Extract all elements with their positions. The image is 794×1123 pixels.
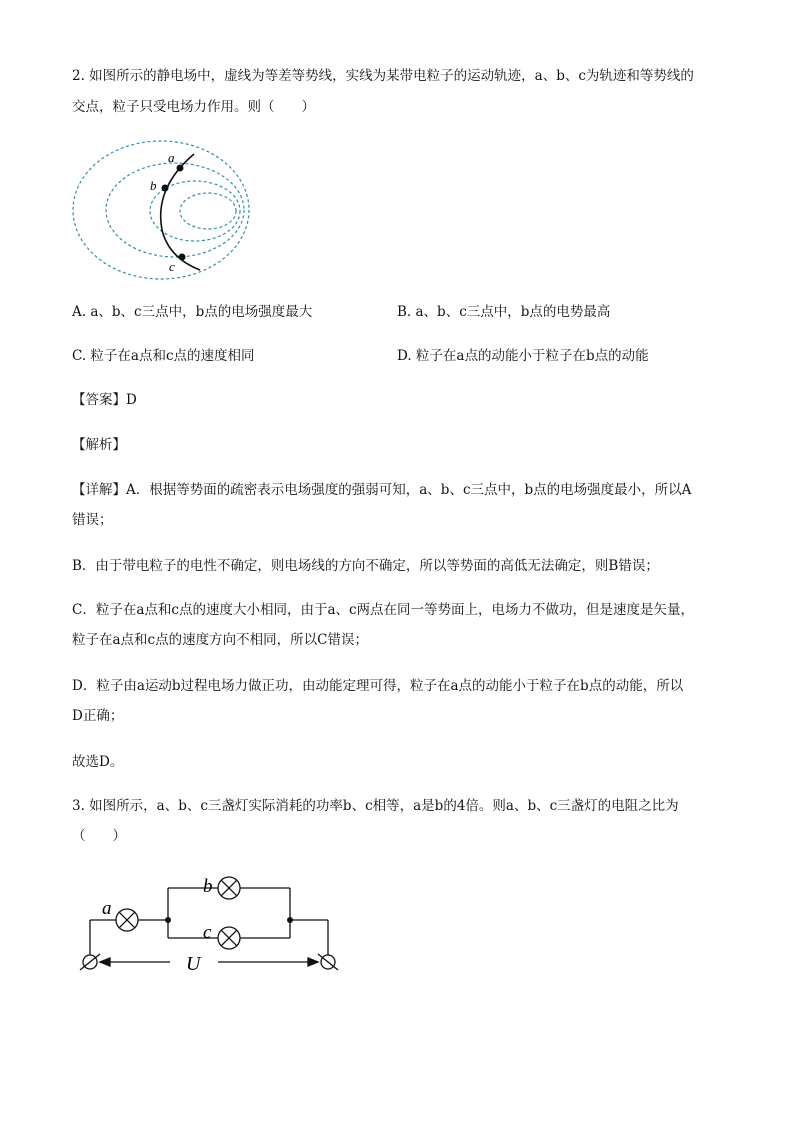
circuit-label-u: U	[186, 953, 201, 975]
point-c	[179, 254, 186, 261]
q2-detail-c-line1: C．粒子在a点和c点的速度大小相同，由于a、c两点在同一等势面上，电场力不做功，但是速度是矢量，	[72, 602, 695, 618]
q2-stem-line2: 交点，粒子只受电场力作用。则（ ）	[72, 99, 315, 115]
label-c: c	[169, 259, 175, 274]
equipotential-2	[106, 163, 244, 257]
q2-conclusion: 故选D。	[72, 754, 124, 770]
label-b: b	[150, 178, 157, 193]
q2-answer: 【答案】D	[72, 392, 137, 408]
q2-detail-d-line1: D．粒子由a运动b过程电场力做正功，由动能定理可得，粒子在a点的动能小于粒子在b点的动能，所以	[72, 678, 684, 694]
lamp-a	[116, 909, 138, 931]
q2-option-c: C. 粒子在a点和c点的速度相同	[72, 348, 255, 364]
q3-stem-line2: （ ）	[72, 828, 126, 844]
circuit-label-c: c	[203, 922, 212, 943]
equipotential-4	[180, 193, 236, 229]
q2-option-a: A. a、b、c三点中，b点的电场强度最大	[72, 304, 313, 320]
circuit-label-b: b	[203, 876, 213, 897]
junction-right	[287, 917, 293, 923]
lamp-b	[218, 877, 240, 899]
q3-circuit	[72, 870, 352, 980]
q2-figure	[72, 140, 262, 280]
voltage-arrowhead-right	[308, 958, 318, 966]
junction-left	[165, 917, 171, 923]
lamp-c	[218, 927, 240, 949]
q2-stem-line1: 2. 如图所示的静电场中，虚线为等差等势线，实线为某带电粒子的运动轨迹，a、b、c为轨迹和等势线的	[72, 68, 694, 84]
voltage-arrowhead-left	[100, 958, 110, 966]
terminal-right	[318, 954, 338, 970]
circuit-label-a: a	[102, 898, 112, 919]
q2-detail-a-line1: 【详解】A．根据等势面的疏密表示电场强度的强弱可知，a、b、c三点中，b点的电场强度最小，所以A	[72, 482, 692, 498]
q2-option-d: D. 粒子在a点的动能小于粒子在b点的动能	[397, 348, 649, 364]
q3-stem-line1: 3. 如图所示，a、b、c三盏灯实际消耗的功率b、c相等，a是b的4倍。则a、b、c三盏灯的电阻之比为	[72, 798, 679, 814]
point-a	[177, 165, 184, 172]
q2-analysis-title: 【解析】	[72, 437, 126, 453]
q2-detail-c-line2: 粒子在a点和c点的速度方向不相同，所以C错误；	[72, 632, 368, 648]
q2-detail-d-line2: D正确；	[72, 708, 124, 724]
label-a: a	[168, 150, 175, 165]
q2-option-b: B. a、b、c三点中，b点的电势最高	[397, 304, 611, 320]
point-b	[162, 185, 169, 192]
q2-detail-a-line2: 错误；	[72, 512, 113, 528]
q2-detail-b: B．由于带电粒子的电性不确定，则电场线的方向不确定，所以等势面的高低无法确定，则B错误；	[72, 558, 659, 574]
terminal-left	[80, 954, 100, 970]
